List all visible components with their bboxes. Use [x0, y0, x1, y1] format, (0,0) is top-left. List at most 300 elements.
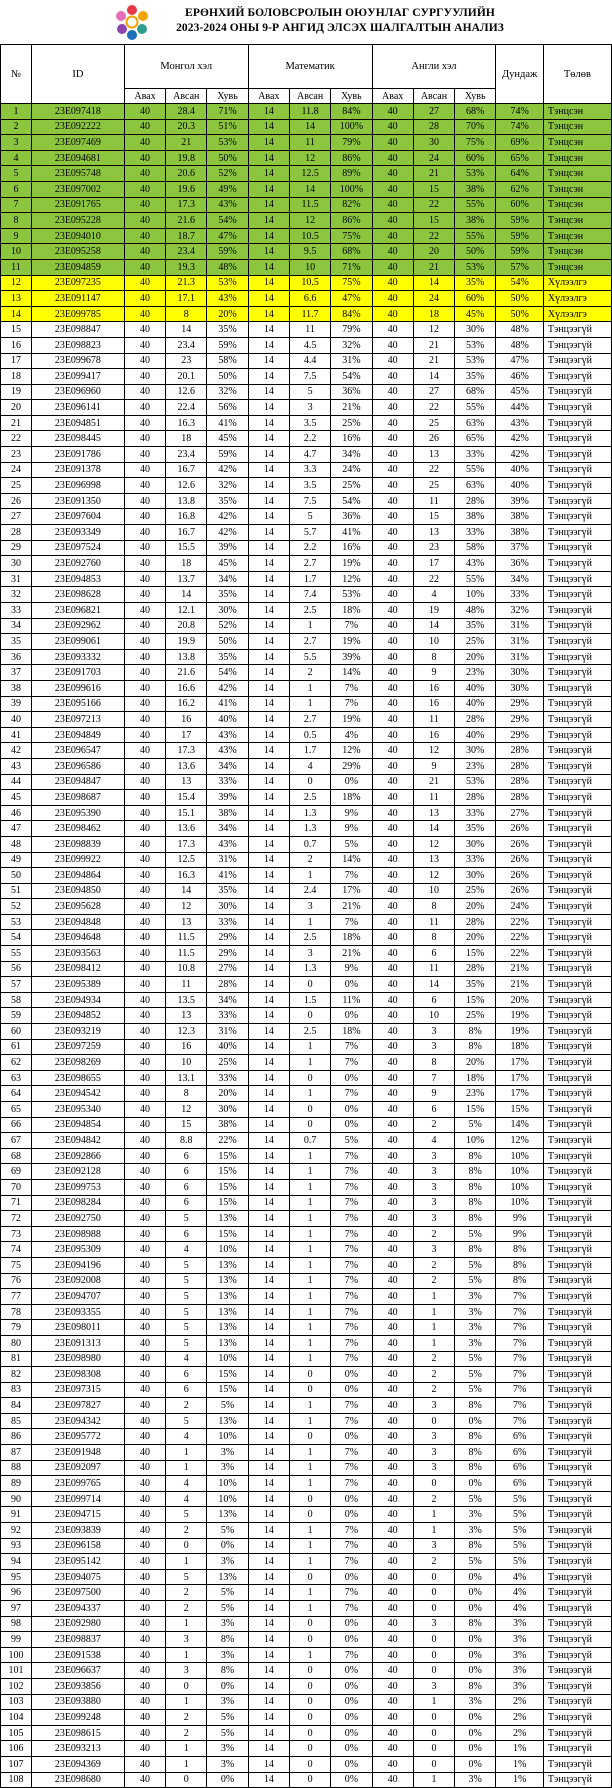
english-score-cell: 3 [413, 1678, 454, 1694]
math-max-cell: 14 [248, 1304, 289, 1320]
math-max-cell: 14 [248, 337, 289, 353]
english-percent-cell: 8% [455, 1538, 496, 1554]
row-number-cell: 91 [1, 1507, 32, 1523]
math-percent-cell: 21% [331, 400, 372, 416]
mongol-score-cell: 1 [166, 1756, 207, 1772]
mongol-score-cell: 16.3 [166, 415, 207, 431]
english-score-cell: 10 [413, 634, 454, 650]
student-id-cell: 23E099417 [31, 369, 124, 385]
math-max-cell: 14 [248, 1164, 289, 1180]
average-percent-cell: 33% [496, 587, 543, 603]
english-percent-cell: 68% [455, 104, 496, 120]
english-max-cell: 40 [372, 977, 413, 993]
mongol-score-cell: 2 [166, 1725, 207, 1741]
mongol-score-cell: 0 [166, 1772, 207, 1788]
row-number-cell: 62 [1, 1055, 32, 1071]
math-max-cell: 14 [248, 883, 289, 899]
mongol-max-cell: 40 [124, 1569, 165, 1585]
average-percent-cell: 28% [496, 758, 543, 774]
student-id-cell: 23E095258 [31, 244, 124, 260]
math-percent-cell: 25% [331, 415, 372, 431]
english-max-cell: 40 [372, 1335, 413, 1351]
mongol-max-cell: 40 [124, 1554, 165, 1570]
status-cell: Тэнцээгүй [543, 790, 611, 806]
math-score-cell: 0 [289, 1102, 330, 1118]
title-line-2: 2023-2024 ОНЫ 9-Р АНГИД ЭЛСЭХ ШАЛГАЛТЫН АНАЛИЗ [176, 22, 504, 34]
math-percent-cell: 7% [331, 680, 372, 696]
english-score-cell: 10 [413, 1008, 454, 1024]
english-max-cell: 40 [372, 1242, 413, 1258]
math-score-cell: 0 [289, 1756, 330, 1772]
row-number-cell: 81 [1, 1351, 32, 1367]
row-number-cell: 85 [1, 1413, 32, 1429]
mongol-percent-cell: 35% [207, 587, 248, 603]
math-percent-cell: 14% [331, 852, 372, 868]
average-percent-cell: 60% [496, 197, 543, 213]
status-cell: Тэнцээгүй [543, 1148, 611, 1164]
mongol-score-cell: 12 [166, 1102, 207, 1118]
mongol-max-cell: 40 [124, 337, 165, 353]
table-row [1, 197, 612, 213]
english-score-cell: 22 [413, 462, 454, 478]
mongol-percent-cell: 20% [207, 1086, 248, 1102]
table-row [1, 1772, 612, 1788]
math-percent-cell: 0% [331, 1117, 372, 1133]
status-cell: Тэнцээгүй [543, 1367, 611, 1383]
table-row [1, 1741, 612, 1757]
math-percent-cell: 14% [331, 665, 372, 681]
math-score-cell: 4 [289, 758, 330, 774]
math-max-cell: 14 [248, 509, 289, 525]
mongol-score-cell: 6 [166, 1195, 207, 1211]
english-max-header: Авах [372, 89, 413, 104]
english-max-cell: 40 [372, 353, 413, 369]
math-max-cell: 14 [248, 899, 289, 915]
student-id-cell: 23E097235 [31, 275, 124, 291]
math-max-cell: 14 [248, 961, 289, 977]
english-score-cell: 11 [413, 961, 454, 977]
mongol-max-cell: 40 [124, 1070, 165, 1086]
mongol-max-cell: 40 [124, 790, 165, 806]
mongol-max-cell: 40 [124, 1195, 165, 1211]
mongol-percent-cell: 41% [207, 696, 248, 712]
mongol-percent-cell: 50% [207, 150, 248, 166]
mongol-score-cell: 3 [166, 1663, 207, 1679]
average-percent-cell: 32% [496, 603, 543, 619]
average-percent-cell: 64% [496, 166, 543, 182]
mongol-score-cell: 12.5 [166, 852, 207, 868]
math-percent-cell: 86% [331, 213, 372, 229]
english-max-cell: 40 [372, 1445, 413, 1461]
english-max-cell: 40 [372, 1195, 413, 1211]
row-number-cell: 53 [1, 914, 32, 930]
math-score-cell: 0 [289, 1491, 330, 1507]
english-percent-cell: 8% [455, 1616, 496, 1632]
math-percent-cell: 86% [331, 150, 372, 166]
english-max-cell: 40 [372, 1694, 413, 1710]
average-percent-cell: 7% [496, 1382, 543, 1398]
math-max-cell: 14 [248, 322, 289, 338]
status-cell: Тэнцээгүй [543, 727, 611, 743]
student-id-cell: 23E094842 [31, 1133, 124, 1149]
mongol-score-cell: 15 [166, 1117, 207, 1133]
english-max-cell: 40 [372, 1554, 413, 1570]
english-score-cell: 1 [413, 1335, 454, 1351]
mongol-percent-cell: 35% [207, 883, 248, 899]
math-max-cell: 14 [248, 1226, 289, 1242]
mongol-max-cell: 40 [124, 447, 165, 463]
row-number-cell: 17 [1, 353, 32, 369]
table-row [1, 930, 612, 946]
row-number-cell: 10 [1, 244, 32, 260]
mongol-percent-cell: 35% [207, 649, 248, 665]
english-max-cell: 40 [372, 1569, 413, 1585]
math-score-cell: 7.5 [289, 369, 330, 385]
table-row [1, 119, 612, 135]
math-percent-cell: 19% [331, 556, 372, 572]
mongol-percent-cell: 33% [207, 914, 248, 930]
english-percent-cell: 28% [455, 712, 496, 728]
student-id-cell: 23E096637 [31, 1663, 124, 1679]
table-row [1, 1367, 612, 1383]
average-percent-cell: 26% [496, 821, 543, 837]
status-cell: Тэнцээгүй [543, 1024, 611, 1040]
average-percent-cell: 38% [496, 509, 543, 525]
table-row [1, 1445, 612, 1461]
mongol-score-cell: 16.7 [166, 525, 207, 541]
status-cell: Хүлээлгэ [543, 275, 611, 291]
english-max-cell: 40 [372, 1429, 413, 1445]
student-id-cell: 23E094851 [31, 415, 124, 431]
average-percent-cell: 4% [496, 1569, 543, 1585]
student-id-cell: 23E098988 [31, 1226, 124, 1242]
mongol-max-cell: 40 [124, 634, 165, 650]
mongol-score-cell: 2 [166, 1523, 207, 1539]
math-percent-cell: 7% [331, 1226, 372, 1242]
english-score-cell: 2 [413, 1226, 454, 1242]
row-number-cell: 29 [1, 540, 32, 556]
english-percent-cell: 0% [455, 1741, 496, 1757]
mongol-score-cell: 17.3 [166, 743, 207, 759]
row-number-cell: 50 [1, 868, 32, 884]
student-id-cell: 23E095228 [31, 213, 124, 229]
student-id-cell: 23E091538 [31, 1647, 124, 1663]
col-status-header: Төлөв [543, 45, 611, 104]
math-percent-cell: 12% [331, 743, 372, 759]
status-cell: Тэнцсэн [543, 259, 611, 275]
row-number-cell: 52 [1, 899, 32, 915]
average-percent-cell: 59% [496, 228, 543, 244]
average-percent-cell: 17% [496, 1070, 543, 1086]
english-score-cell: 0 [413, 1585, 454, 1601]
english-score-cell: 25 [413, 415, 454, 431]
math-max-cell: 14 [248, 197, 289, 213]
mongol-score-cell: 12.6 [166, 478, 207, 494]
status-cell: Тэнцээгүй [543, 758, 611, 774]
status-cell: Тэнцээгүй [543, 1039, 611, 1055]
math-percent-cell: 0% [331, 1507, 372, 1523]
row-number-cell: 67 [1, 1133, 32, 1149]
student-id-cell: 23E096547 [31, 743, 124, 759]
mongol-max-cell: 40 [124, 119, 165, 135]
row-number-cell: 7 [1, 197, 32, 213]
mongol-score-cell: 18.7 [166, 228, 207, 244]
math-score-cell: 2.7 [289, 634, 330, 650]
table-row [1, 852, 612, 868]
status-cell: Тэнцээгүй [543, 1102, 611, 1118]
mongol-score-cell: 14 [166, 322, 207, 338]
student-id-cell: 23E094850 [31, 883, 124, 899]
english-percent-cell: 0% [455, 1569, 496, 1585]
average-percent-cell: 62% [496, 181, 543, 197]
mongol-percent-cell: 43% [207, 727, 248, 743]
english-percent-cell: 5% [455, 1351, 496, 1367]
status-cell: Тэнцээгүй [543, 618, 611, 634]
english-max-cell: 40 [372, 1086, 413, 1102]
status-cell: Тэнцсэн [543, 197, 611, 213]
student-id-cell: 23E091147 [31, 291, 124, 307]
table-row [1, 1538, 612, 1554]
math-percent-cell: 75% [331, 228, 372, 244]
english-percent-cell: 30% [455, 836, 496, 852]
english-score-cell: 21 [413, 774, 454, 790]
average-percent-cell: 24% [496, 899, 543, 915]
mongol-percent-cell: 33% [207, 1070, 248, 1086]
status-cell: Тэнцээгүй [543, 1632, 611, 1648]
mongol-score-cell: 13.8 [166, 493, 207, 509]
english-score-cell: 0 [413, 1710, 454, 1726]
mongol-max-cell: 40 [124, 805, 165, 821]
math-max-cell: 14 [248, 1616, 289, 1632]
row-number-cell: 105 [1, 1725, 32, 1741]
english-max-cell: 40 [372, 228, 413, 244]
math-percent-cell: 7% [331, 1148, 372, 1164]
mongol-percent-cell: 0% [207, 1678, 248, 1694]
english-max-cell: 40 [372, 712, 413, 728]
math-percent-cell: 0% [331, 1710, 372, 1726]
math-score-cell: 5.7 [289, 525, 330, 541]
english-percent-cell: 0% [455, 1710, 496, 1726]
english-max-cell: 40 [372, 1632, 413, 1648]
mongol-percent-cell: 13% [207, 1335, 248, 1351]
math-score-cell: 0 [289, 1429, 330, 1445]
math-score-cell: 2 [289, 665, 330, 681]
math-percent-cell: 7% [331, 1211, 372, 1227]
row-number-cell: 36 [1, 649, 32, 665]
average-percent-cell: 48% [496, 337, 543, 353]
mongol-max-cell: 40 [124, 1086, 165, 1102]
status-cell: Тэнцээгүй [543, 1445, 611, 1461]
status-cell: Тэнцээгүй [543, 1413, 611, 1429]
table-row [1, 306, 612, 322]
math-percent-cell: 7% [331, 1585, 372, 1601]
mongol-percent-cell: 27% [207, 961, 248, 977]
mongol-score-cell: 14 [166, 883, 207, 899]
table-row [1, 1382, 612, 1398]
english-score-cell: 11 [413, 790, 454, 806]
mongol-score-cell: 13.7 [166, 571, 207, 587]
english-percent-cell: 38% [455, 509, 496, 525]
english-score-cell: 4 [413, 587, 454, 603]
student-id-cell: 23E095628 [31, 899, 124, 915]
english-max-cell: 40 [372, 743, 413, 759]
english-percent-cell: 5% [455, 1257, 496, 1273]
english-max-cell: 40 [372, 1476, 413, 1492]
mongol-score-cell: 5 [166, 1507, 207, 1523]
student-id-cell: 23E092097 [31, 1460, 124, 1476]
row-number-cell: 99 [1, 1632, 32, 1648]
english-max-cell: 40 [372, 618, 413, 634]
mongol-score-cell: 12.6 [166, 384, 207, 400]
math-percent-cell: 0% [331, 774, 372, 790]
math-percent-cell: 24% [331, 462, 372, 478]
row-number-cell: 34 [1, 618, 32, 634]
english-max-cell: 40 [372, 431, 413, 447]
average-percent-cell: 7% [496, 1398, 543, 1414]
status-cell: Тэнцээгүй [543, 1257, 611, 1273]
row-number-cell: 58 [1, 992, 32, 1008]
mongol-percent-cell: 50% [207, 634, 248, 650]
english-score-cell: 2 [413, 1491, 454, 1507]
status-cell: Тэнцээгүй [543, 337, 611, 353]
math-score-cell: 0 [289, 1070, 330, 1086]
student-id-cell: 23E093563 [31, 946, 124, 962]
status-cell: Тэнцээгүй [543, 1710, 611, 1726]
table-row [1, 369, 612, 385]
mongol-max-cell: 40 [124, 758, 165, 774]
math-max-cell: 14 [248, 571, 289, 587]
english-max-cell: 40 [372, 883, 413, 899]
math-max-cell: 14 [248, 758, 289, 774]
table-row [1, 1569, 612, 1585]
math-score-cell: 1 [289, 1445, 330, 1461]
average-percent-cell: 48% [496, 322, 543, 338]
english-percent-cell: 40% [455, 696, 496, 712]
table-row [1, 1632, 612, 1648]
mongol-percent-cell: 42% [207, 525, 248, 541]
table-row [1, 244, 612, 260]
table-row [1, 1133, 612, 1149]
mongol-percent-cell: 39% [207, 540, 248, 556]
mongol-percent-cell: 54% [207, 665, 248, 681]
average-percent-cell: 5% [496, 1507, 543, 1523]
english-max-cell: 40 [372, 291, 413, 307]
row-number-cell: 18 [1, 369, 32, 385]
math-score-cell: 1 [289, 1335, 330, 1351]
mongol-score-cell: 14 [166, 587, 207, 603]
student-id-cell: 23E091703 [31, 665, 124, 681]
table-row [1, 1460, 612, 1476]
math-percent-cell: 29% [331, 758, 372, 774]
table-row [1, 525, 612, 541]
average-percent-cell: 40% [496, 462, 543, 478]
english-score-cell: 21 [413, 337, 454, 353]
student-id-cell: 23E092760 [31, 556, 124, 572]
english-max-cell: 40 [372, 1585, 413, 1601]
english-percent-cell: 63% [455, 415, 496, 431]
mongol-max-cell: 40 [124, 1039, 165, 1055]
english-score-cell: 1 [413, 1772, 454, 1788]
status-cell: Тэнцсэн [543, 244, 611, 260]
math-score-cell: 0 [289, 1678, 330, 1694]
average-percent-cell: 26% [496, 852, 543, 868]
english-percent-cell: 5% [455, 1226, 496, 1242]
mongol-max-cell: 40 [124, 400, 165, 416]
mongol-score-cell: 16.8 [166, 509, 207, 525]
english-score-cell: 27 [413, 384, 454, 400]
row-number-cell: 79 [1, 1320, 32, 1336]
row-number-cell: 22 [1, 431, 32, 447]
table-row [1, 1211, 612, 1227]
row-number-cell: 39 [1, 696, 32, 712]
row-number-cell: 89 [1, 1476, 32, 1492]
mongol-score-cell: 10.8 [166, 961, 207, 977]
math-max-cell: 14 [248, 634, 289, 650]
english-score-cell: 26 [413, 431, 454, 447]
english-max-cell: 40 [372, 1133, 413, 1149]
status-cell: Тэнцээгүй [543, 369, 611, 385]
math-percent-cell: 7% [331, 868, 372, 884]
mongol-score-cell: 23 [166, 353, 207, 369]
math-score-cell: 0 [289, 1008, 330, 1024]
math-max-cell: 14 [248, 1320, 289, 1336]
mongol-percent-cell: 0% [207, 1772, 248, 1788]
math-percent-cell: 84% [331, 306, 372, 322]
student-id-cell: 23E091948 [31, 1445, 124, 1461]
mongol-percent-cell: 32% [207, 384, 248, 400]
math-percent-cell: 7% [331, 1289, 372, 1305]
table-row [1, 603, 612, 619]
math-max-cell: 14 [248, 836, 289, 852]
status-cell: Тэнцээгүй [543, 556, 611, 572]
mongol-percent-cell: 30% [207, 603, 248, 619]
mongol-score-cell: 16.3 [166, 868, 207, 884]
average-percent-cell: 2% [496, 1725, 543, 1741]
english-percent-cell: 8% [455, 1148, 496, 1164]
table-row [1, 1710, 612, 1726]
mongol-score-cell: 16.7 [166, 462, 207, 478]
mongol-score-cell: 13.6 [166, 758, 207, 774]
row-number-cell: 24 [1, 462, 32, 478]
math-percent-cell: 11% [331, 992, 372, 1008]
math-score-cell: 2.5 [289, 790, 330, 806]
mongol-percent-cell: 3% [207, 1756, 248, 1772]
english-max-cell: 40 [372, 556, 413, 572]
english-percent-cell: 55% [455, 571, 496, 587]
student-id-cell: 23E098308 [31, 1367, 124, 1383]
math-score-cell: 0 [289, 1616, 330, 1632]
student-id-cell: 23E095748 [31, 166, 124, 182]
english-percent-cell: 48% [455, 603, 496, 619]
table-row [1, 1523, 612, 1539]
mongol-score-cell: 13.8 [166, 649, 207, 665]
english-score-cell: 9 [413, 758, 454, 774]
english-max-cell: 40 [372, 1070, 413, 1086]
math-max-cell: 14 [248, 259, 289, 275]
math-percent-cell: 0% [331, 1429, 372, 1445]
mongol-score-cell: 1 [166, 1694, 207, 1710]
english-score-cell: 15 [413, 509, 454, 525]
mongol-max-cell: 40 [124, 462, 165, 478]
status-cell: Тэнцээгүй [543, 1756, 611, 1772]
mongol-score-cell: 5 [166, 1335, 207, 1351]
mongol-max-cell: 40 [124, 712, 165, 728]
table-row [1, 1491, 612, 1507]
table-row [1, 665, 612, 681]
english-score-cell: 8 [413, 1055, 454, 1071]
mongol-max-cell: 40 [124, 680, 165, 696]
mongol-percent-cell: 31% [207, 1024, 248, 1040]
